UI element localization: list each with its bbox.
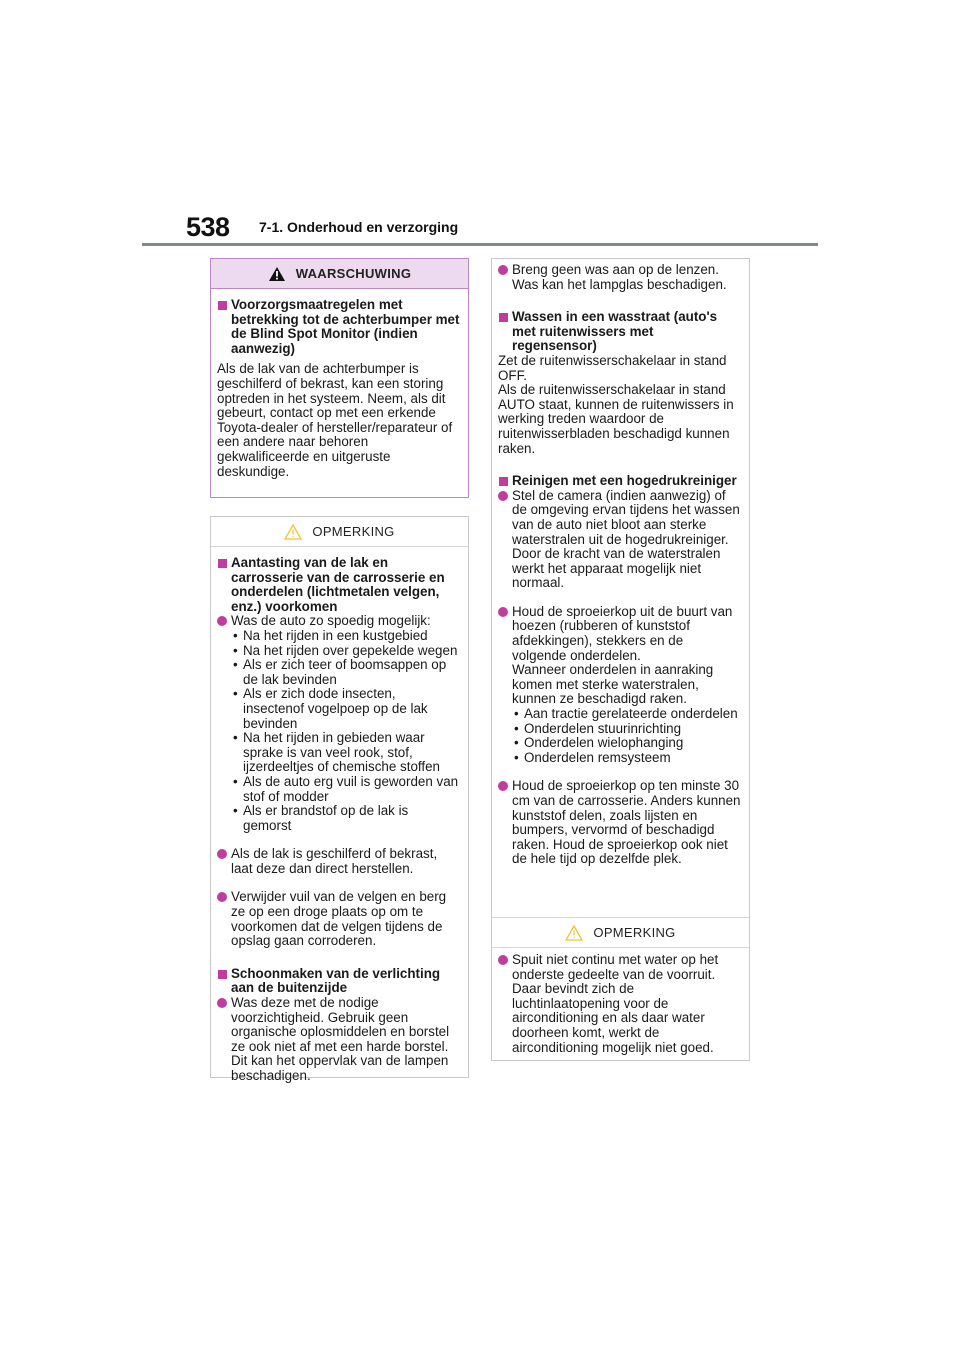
header-rule (142, 243, 818, 246)
note-heading-lights: Schoonmaken van de verlichting aan de buitenzijde (217, 967, 460, 996)
sub-item: • Als er zich dode insecten, insectenof vogelpoep op de lak bevinden (217, 687, 460, 731)
sub-item: • Als er zich teer of boomsappen op de lak bevinden (217, 658, 460, 687)
hp-bullet-camera: Stel de camera (indien aanwezig) of de omgeving ervan tijdens het wassen van de auto niet bloot aan sterke waterstralen uit de hogedrukreiniger. Door de kracht van de waterstralen werkt het apparaat mogelijk niet normaal. (498, 489, 741, 591)
note-box-left (210, 516, 469, 1083)
note-bullet-wheels: Verwijder vuil van de velgen en berg ze op een droge plaats op om te voorkomen dat de velgen tijdens de opslag gaan corroderen. (217, 890, 460, 948)
note-body-left (211, 547, 468, 1084)
note-bullet-lights: Was deze met de nodige voorzichtigheid. Gebruik geen organische oplosmiddelen en borstel ze ook niet af met een harde borstel. (217, 996, 460, 1054)
warning-title: WAARSCHUWING (295, 266, 412, 281)
note-heading-paint: Aantasting van de lak en carrosserie van de carrosserie en onderdelen (lichtmetalen velgen, enz.) voorkomen (217, 556, 460, 614)
note-header-right (492, 918, 749, 948)
heading-carwash: Wassen in een wasstraat (auto's met ruitenwissers met regensensor) (498, 310, 741, 354)
hp-bullet-nozzle: Houd de sproeierkop uit de buurt van hoezen (rubberen of kunststof afdekkingen), stekkers en de volgende onderdelen. (498, 605, 741, 663)
sub-item: • Als de auto erg vuil is geworden van stof of modder (217, 775, 460, 804)
note-title-right: OPMERKING (593, 925, 676, 940)
sub-item: • Onderdelen wielophanging (498, 736, 741, 751)
note-bullet-lights-cont: Dit kan het oppervlak van de lampen beschadigen. (231, 1053, 449, 1083)
note-triangle-icon (565, 925, 583, 941)
sub-item: • Als er brandstof op de lak is gemorst (217, 804, 460, 833)
section-title: 7-1. Onderhoud en verzorging (259, 219, 459, 235)
note-bullet-repair: Als de lak is geschilferd of bekrast, laat deze dan direct herstellen. (217, 847, 460, 876)
note-bullet-windshield: Spuit niet continu met water op het onderste gedeelte van de voorruit. Daar bevindt zich de luchtinlaatopening voor de airconditioning en als daar water doorheen komt, werkt de airconditioning mogelijk niet goed. (498, 953, 741, 1055)
note-header-left (211, 517, 468, 547)
bullet-lenses: Breng geen was aan op de lenzen. Was kan het lampglas beschadigen. (498, 263, 741, 292)
sub-item: • Aan tractie gerelateerde onderdelen (498, 707, 741, 722)
hp-bullet-nozzle-cont: Wanneer onderdelen in aanraking komen met sterke waterstralen, kunnen ze beschadigd raken. (512, 662, 714, 707)
carwash-text-2: Als de ruitenwisserschakelaar in stand AUTO staat, kunnen de ruitenwissers in werking treden waardoor de ruitenwisserbladen beschadigd kunnen raken. (498, 382, 734, 456)
note-title-left: OPMERKING (312, 524, 395, 539)
right-box (491, 258, 750, 1061)
warning-header (211, 259, 468, 289)
warning-triangle-icon (268, 266, 286, 282)
sub-item: • Na het rijden in een kustgebied (217, 629, 460, 644)
hp-bullet-distance: Houd de sproeierkop op ten minste 30 cm van de carrosserie. Anders kunnen kunststof delen, zoals lijsten en bumpers, vervormd of beschadigd raken. Houd de sproeierkop ook niet de hele tijd op dezelfde plek. (498, 779, 741, 867)
warning-text: Als de lak van de achterbumper is geschilferd of bekrast, kan een storing optreden in het systeem. Neem, als dit gebeurt, contact op met een erkende Toyota-dealer of hersteller/reparateur of een andere naar behoren gekwalificeerde en uitgeruste deskundige. (217, 361, 453, 479)
carwash-text-1: Zet de ruitenwisserschakelaar in stand OFF. (498, 352, 727, 383)
note-triangle-icon (284, 524, 302, 540)
sub-item: • Na het rijden over gepekelde wegen (217, 644, 460, 659)
note-bullet-wash: Was de auto zo spoedig mogelijk: (217, 614, 460, 629)
note-section-right (492, 917, 749, 1055)
right-body-top (492, 259, 749, 867)
sub-item: • Onderdelen remsysteem (498, 751, 741, 766)
warning-heading: Voorzorgsmaatregelen met betrekking tot de achterbumper met de Blind Spot Monitor (indien aanwezig) (217, 298, 460, 356)
heading-highpressure: Reinigen met een hogedrukreiniger (498, 474, 741, 489)
warning-body (211, 289, 468, 479)
note-body-right (492, 948, 749, 1055)
page-number: 538 (186, 212, 230, 242)
sub-item: • Na het rijden in gebieden waar sprake is van veel rook, stof, ijzerdeeltjes of chemische stoffen (217, 731, 460, 775)
sub-item: • Onderdelen stuurinrichting (498, 722, 741, 737)
warning-box (210, 258, 469, 498)
